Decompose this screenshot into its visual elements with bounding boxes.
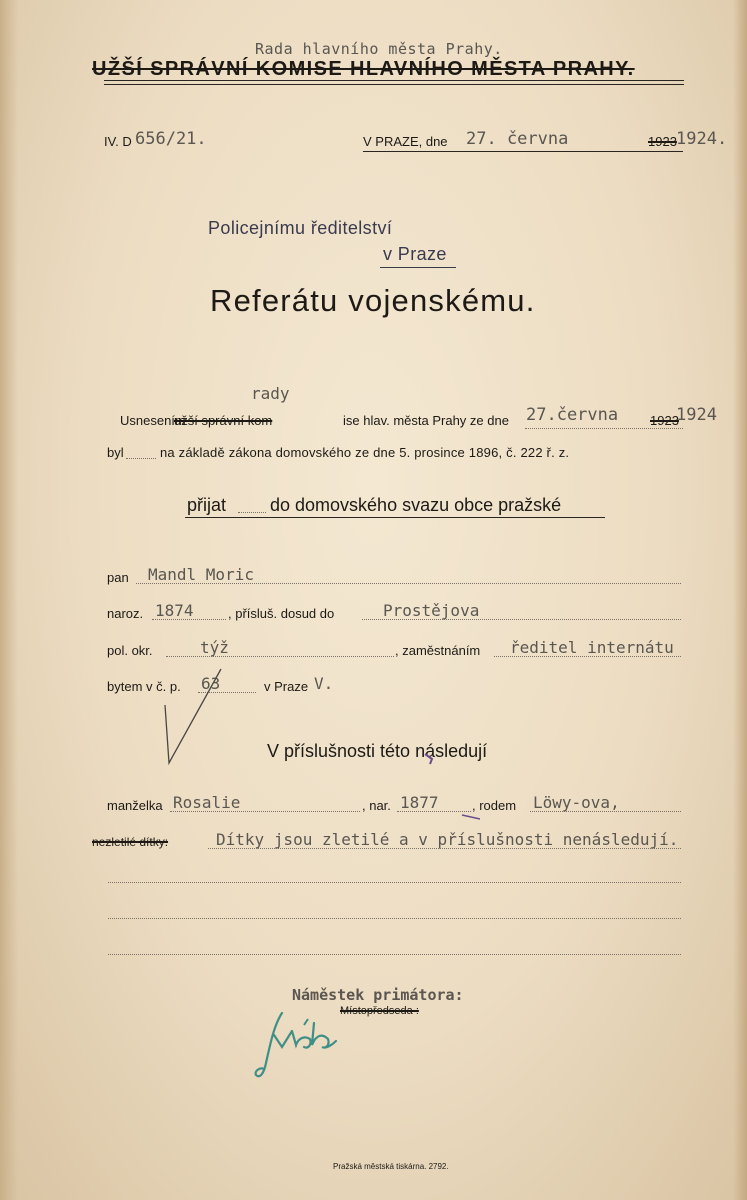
person-domicile-label: , přísluš. dosud do [228, 606, 335, 621]
person-domicile: Prostějova [383, 601, 480, 620]
header-rule-thin [104, 84, 684, 85]
person-occupation: ředitel internátu [510, 638, 674, 657]
admission-dotline [238, 512, 266, 513]
resolution-date: 27.června [526, 405, 619, 425]
children-dotline-4 [108, 954, 681, 955]
paper-edge-right [733, 0, 747, 1200]
dateline-rule [363, 151, 683, 152]
header-printed-title: UŽŠÍ SPRÁVNÍ KOMISE HLAVNÍHO MĚSTA PRAHY. [92, 58, 635, 80]
spouse-born: 1877 [400, 793, 439, 812]
person-born-dotline [152, 619, 226, 620]
paper-edge-left [0, 0, 18, 1200]
printer-footer: Pražská městská tiskárna. 2792. [333, 1162, 449, 1171]
reference-number: 656/21. [135, 129, 207, 149]
person-district-dotline [166, 656, 394, 657]
reference-label: IV. D [104, 134, 132, 149]
person-district: týž [200, 638, 229, 657]
resolution-typed-year: 1924 [676, 405, 717, 425]
resolution-printed-year: 1923 [650, 413, 679, 428]
addressee-underline [380, 267, 456, 268]
resolution-inserted-word: rady [251, 384, 290, 403]
spouse-name-dotline [170, 811, 360, 812]
header-overprint: Rada hlavního města Prahy. [255, 40, 503, 58]
law-line-dotline [126, 458, 156, 459]
violet-pencil-mark-small [460, 812, 482, 822]
person-pan-label: pan [107, 570, 129, 585]
person-prague-label: v Praze [264, 679, 309, 694]
spouse-maiden-label: , rodem [472, 798, 517, 813]
law-line-text: na základě zákona domovského ze dne 5. prosince 1896, č. 222 ř. z. [160, 445, 570, 460]
children-label: nezletilé dítky: [92, 835, 169, 849]
admission-text: do domovského svazu obce pražské [270, 495, 562, 515]
dateline-label: V PRAZE, dne [363, 134, 448, 149]
spouse-born-label: , nar. [362, 798, 391, 813]
spouse-maiden: Löwy-ova, [533, 793, 620, 812]
admission-underline [185, 517, 605, 518]
person-occupation-label: , zaměstnáním [395, 643, 481, 658]
pencil-check-mark [155, 665, 235, 770]
person-district-label: pol. okr. [107, 643, 153, 658]
header-rule [104, 80, 684, 81]
dateline-printed-year: 1923 [648, 134, 677, 149]
person-domicile-dotline [362, 619, 681, 620]
followers-heading: V příslušnosti této následují [267, 741, 488, 761]
person-house-no: 63 [201, 674, 221, 693]
children-text: Dítky jsou zletilé a v příslušnosti nenásledují. [216, 830, 679, 849]
signature-title-printed: Místopředseda : [340, 1005, 419, 1017]
person-name: Mandl Moric [148, 565, 254, 584]
person-prague-district: V. [314, 674, 334, 693]
document-title: Referátu vojenskému. [210, 283, 536, 318]
signature-title-typed: Náměstek primátora: [292, 986, 464, 1004]
spouse-label: manželka [107, 798, 163, 813]
children-dotline-3 [108, 918, 681, 919]
resolution-text-b: ise hlav. města Prahy ze dne [343, 413, 509, 428]
person-born: 1874 [155, 601, 194, 620]
children-dotline-1 [208, 848, 681, 849]
person-residence-label: bytem v č. p. [107, 679, 181, 694]
person-name-dotline [136, 583, 681, 584]
children-dotline-2 [108, 882, 681, 883]
person-born-label: naroz. [107, 606, 144, 621]
law-line-byl: byl [107, 445, 124, 460]
addressee-line-1: Policejnímu ředitelství [208, 218, 393, 238]
violet-pencil-mark [424, 752, 440, 766]
spouse-name: Rosalie [173, 793, 241, 812]
person-occupation-dotline [494, 656, 681, 657]
resolution-text-a: Usnesením [120, 413, 186, 428]
handwritten-signature [252, 1005, 382, 1085]
resolution-date-dotline [525, 428, 683, 429]
spouse-maiden-dotline [530, 811, 681, 812]
addressee-line-2: v Praze [383, 244, 447, 264]
resolution-struck-text: užší správní kom [174, 413, 273, 428]
admission-prijat: přijat [187, 495, 227, 515]
dateline-date: 27. června [466, 129, 569, 149]
dateline-typed-year: 1924. [676, 129, 728, 149]
